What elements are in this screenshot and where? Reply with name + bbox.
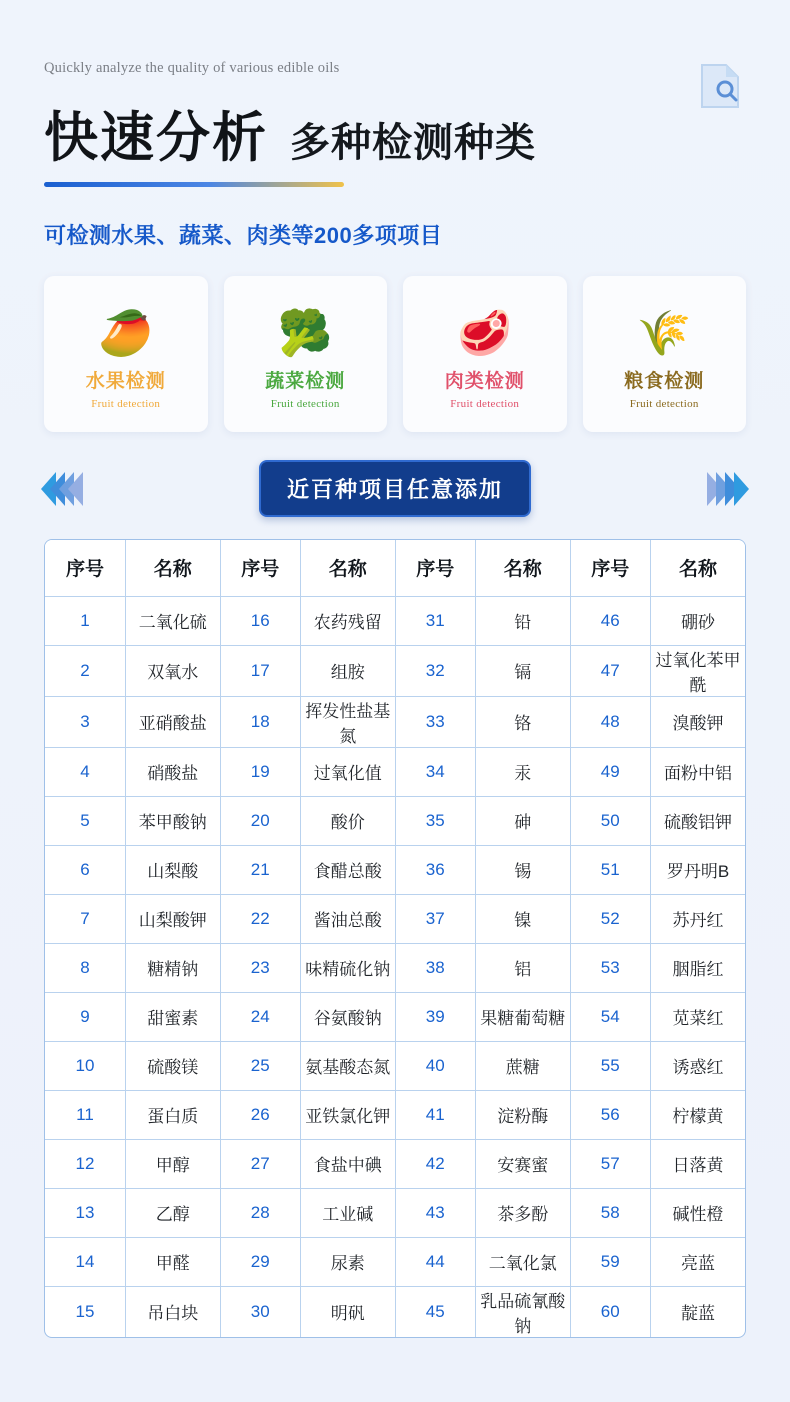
table-cell-index: 52 [570,894,651,943]
mango-icon: 🥭 [98,309,154,358]
table-cell-index: 14 [45,1237,126,1286]
table-cell-name: 胭脂红 [651,943,746,992]
table-cell-index: 33 [395,696,476,747]
table-cell-index: 17 [220,645,301,696]
table-cell-name: 味精硫化钠 [301,943,396,992]
table-row [45,894,745,943]
table-cell-name: 农药残留 [301,596,396,645]
table-cell-name: 双氧水 [126,645,221,696]
table-cell-index: 20 [220,796,301,845]
table-cell-index: 22 [220,894,301,943]
table-header-row [45,540,745,596]
table-cell-index: 15 [45,1286,126,1337]
table-cell-index: 37 [395,894,476,943]
table-cell-name: 硫酸铝钾 [651,796,746,845]
table-cell-name: 苏丹红 [651,894,746,943]
category-card-fruit-sublabel: Fruit detection [91,398,161,410]
table-cell-name: 溴酸钾 [651,696,746,747]
table-cell-name: 汞 [476,747,571,796]
category-card-fruit-label: 水果检测 [85,371,166,392]
table-cell-name: 过氧化苯甲酰 [651,645,746,696]
table-cell-index: 55 [570,1041,651,1090]
table-row [45,1041,745,1090]
table-cell-name: 二氧化氯 [476,1237,571,1286]
table-cell-name: 甲醇 [126,1139,221,1188]
table-cell-name: 靛蓝 [651,1286,746,1337]
table-cell-index: 38 [395,943,476,992]
table-cell-index: 57 [570,1139,651,1188]
table-cell-name: 酸价 [301,796,396,845]
table-cell-name: 镉 [476,645,571,696]
table-cell-name: 尿素 [301,1237,396,1286]
header-subtitle: 可检测水果、蔬菜、肉类等200多项项目 [44,223,443,248]
table-cell-name: 日落黄 [651,1139,746,1188]
table-cell-index: 41 [395,1090,476,1139]
table-cell-name: 砷 [476,796,571,845]
table-cell-index: 11 [45,1090,126,1139]
table-cell-name: 山梨酸钾 [126,894,221,943]
table-cell-index: 3 [45,696,126,747]
table-row [45,696,745,747]
chevron-right-icon [734,472,749,506]
table-cell-index: 26 [220,1090,301,1139]
table-cell-index: 25 [220,1041,301,1090]
table-cell-index: 9 [45,992,126,1041]
page-subtitle-heading: 多种检测种类 [290,121,536,165]
table-cell-index: 60 [570,1286,651,1337]
table-cell-index: 53 [570,943,651,992]
page-title: 快速分析 [44,108,268,168]
table-cell-index: 1 [45,596,126,645]
table-cell-index: 46 [570,596,651,645]
category-card-grain[interactable] [583,276,747,432]
table-cell-name: 硫酸镁 [126,1041,221,1090]
table-cell-name: 亚硝酸盐 [126,696,221,747]
table-cell-name: 罗丹明B [651,845,746,894]
table-cell-index: 49 [570,747,651,796]
category-card-fruit[interactable] [44,276,208,432]
table-row [45,796,745,845]
table-row [45,1237,745,1286]
table-cell-index: 34 [395,747,476,796]
table-cell-index: 40 [395,1041,476,1090]
document-search-icon [698,62,742,110]
table-cell-index: 32 [395,645,476,696]
detection-items-table [44,539,746,1338]
table-cell-index: 31 [395,596,476,645]
table-row [45,747,745,796]
table-row [45,596,745,645]
table-cell-index: 43 [395,1188,476,1237]
table-cell-index: 2 [45,645,126,696]
table-cell-index: 30 [220,1286,301,1337]
table-row [45,992,745,1041]
table-row [45,1090,745,1139]
table-cell-index: 18 [220,696,301,747]
table-cell-name: 果糖葡萄糖 [476,992,571,1041]
table-header-cell: 名称 [301,540,396,596]
header-eyebrow: Quickly analyze the quality of various edible oils [44,60,340,76]
table-cell-index: 48 [570,696,651,747]
table-cell-index: 54 [570,992,651,1041]
table-header-cell: 序号 [45,540,126,596]
table-cell-index: 58 [570,1188,651,1237]
table-row [45,1188,745,1237]
category-card-meat-sublabel: Fruit detection [450,398,520,410]
table-cell-index: 24 [220,992,301,1041]
table-cell-name: 乳品硫氰酸钠 [476,1286,571,1337]
right-chevron-group [710,472,746,506]
category-card-grain-label: 粮食检测 [624,371,705,392]
table-cell-name: 工业碱 [301,1188,396,1237]
table-cell-name: 蔗糖 [476,1041,571,1090]
table-cell-index: 56 [570,1090,651,1139]
table-cell-index: 51 [570,845,651,894]
table-cell-name: 诱惑红 [651,1041,746,1090]
category-card-meat-label: 肉类检测 [444,371,525,392]
meat-icon: 🥩 [457,309,513,358]
table-cell-name: 明矾 [301,1286,396,1337]
table-cell-name: 淀粉酶 [476,1090,571,1139]
banner-row [0,460,790,517]
table-cell-index: 16 [220,596,301,645]
table-cell-name: 镍 [476,894,571,943]
table-row [45,943,745,992]
table-header-cell: 名称 [126,540,221,596]
broccoli-icon: 🥦 [277,309,333,358]
left-chevron-group [44,472,80,506]
table-cell-name: 蛋白质 [126,1090,221,1139]
table-cell-index: 35 [395,796,476,845]
category-card-vegetable[interactable] [224,276,388,432]
table-cell-name: 硼砂 [651,596,746,645]
table-cell-index: 28 [220,1188,301,1237]
table-cell-index: 50 [570,796,651,845]
table-cell-name: 铬 [476,696,571,747]
table-cell-index: 8 [45,943,126,992]
banner-pill[interactable]: 近百种项目任意添加 [259,460,531,517]
table-header-cell: 名称 [476,540,571,596]
category-card-meat[interactable] [403,276,567,432]
table-cell-index: 12 [45,1139,126,1188]
table-header-cell: 序号 [220,540,301,596]
table-cell-index: 19 [220,747,301,796]
table-cell-index: 10 [45,1041,126,1090]
table-cell-name: 氨基酸态氮 [301,1041,396,1090]
table-cell-index: 39 [395,992,476,1041]
chevron-left-icon [68,472,83,506]
table-cell-index: 6 [45,845,126,894]
table-cell-name: 锡 [476,845,571,894]
table-cell-name: 甲醛 [126,1237,221,1286]
table-cell-index: 29 [220,1237,301,1286]
category-card-vegetable-sublabel: Fruit detection [270,398,340,410]
table-row [45,645,745,696]
table-cell-name: 面粉中铝 [651,747,746,796]
table-cell-name: 酱油总酸 [301,894,396,943]
table-cell-index: 59 [570,1237,651,1286]
table-row [45,1286,745,1337]
table-cell-index: 21 [220,845,301,894]
title-row [44,95,746,172]
table-header-cell: 名称 [651,540,746,596]
table-cell-name: 甜蜜素 [126,992,221,1041]
category-card-vegetable-label: 蔬菜检测 [265,371,346,392]
table-header-cell: 序号 [395,540,476,596]
table-cell-name: 亚铁氯化钾 [301,1090,396,1139]
table-cell-name: 安赛蜜 [476,1139,571,1188]
table-cell-index: 36 [395,845,476,894]
table-cell-name: 组胺 [301,645,396,696]
table-cell-name: 山梨酸 [126,845,221,894]
table-cell-index: 4 [45,747,126,796]
category-card-grain-sublabel: Fruit detection [629,398,699,410]
table-cell-index: 45 [395,1286,476,1337]
table-cell-index: 44 [395,1237,476,1286]
table-cell-index: 7 [45,894,126,943]
table-cell-index: 5 [45,796,126,845]
table-cell-name: 谷氨酸钠 [301,992,396,1041]
category-card-list [0,276,790,432]
table-cell-name: 糖精钠 [126,943,221,992]
table-cell-name: 吊白块 [126,1286,221,1337]
table-cell-name: 过氧化值 [301,747,396,796]
table-row [45,1139,745,1188]
wheat-icon: 🌾 [636,309,692,358]
table-cell-name: 苋菜红 [651,992,746,1041]
table-cell-name: 亮蓝 [651,1237,746,1286]
table-row [45,845,745,894]
table-cell-name: 硝酸盐 [126,747,221,796]
table-cell-name: 苯甲酸钠 [126,796,221,845]
table-cell-name: 二氧化硫 [126,596,221,645]
table-cell-name: 茶多酚 [476,1188,571,1237]
table-cell-name: 挥发性盐基氮 [301,696,396,747]
header [0,0,790,250]
table-cell-index: 27 [220,1139,301,1188]
table-cell-name: 乙醇 [126,1188,221,1237]
table-cell-name: 食盐中碘 [301,1139,396,1188]
table-cell-name: 铝 [476,943,571,992]
table-cell-name: 铅 [476,596,571,645]
table-cell-index: 13 [45,1188,126,1237]
table-cell-name: 柠檬黄 [651,1090,746,1139]
table-cell-name: 碱性橙 [651,1188,746,1237]
table-cell-index: 23 [220,943,301,992]
table-header-cell: 序号 [570,540,651,596]
table-cell-index: 42 [395,1139,476,1188]
title-underline [44,182,344,187]
table-cell-name: 食醋总酸 [301,845,396,894]
table-cell-index: 47 [570,645,651,696]
